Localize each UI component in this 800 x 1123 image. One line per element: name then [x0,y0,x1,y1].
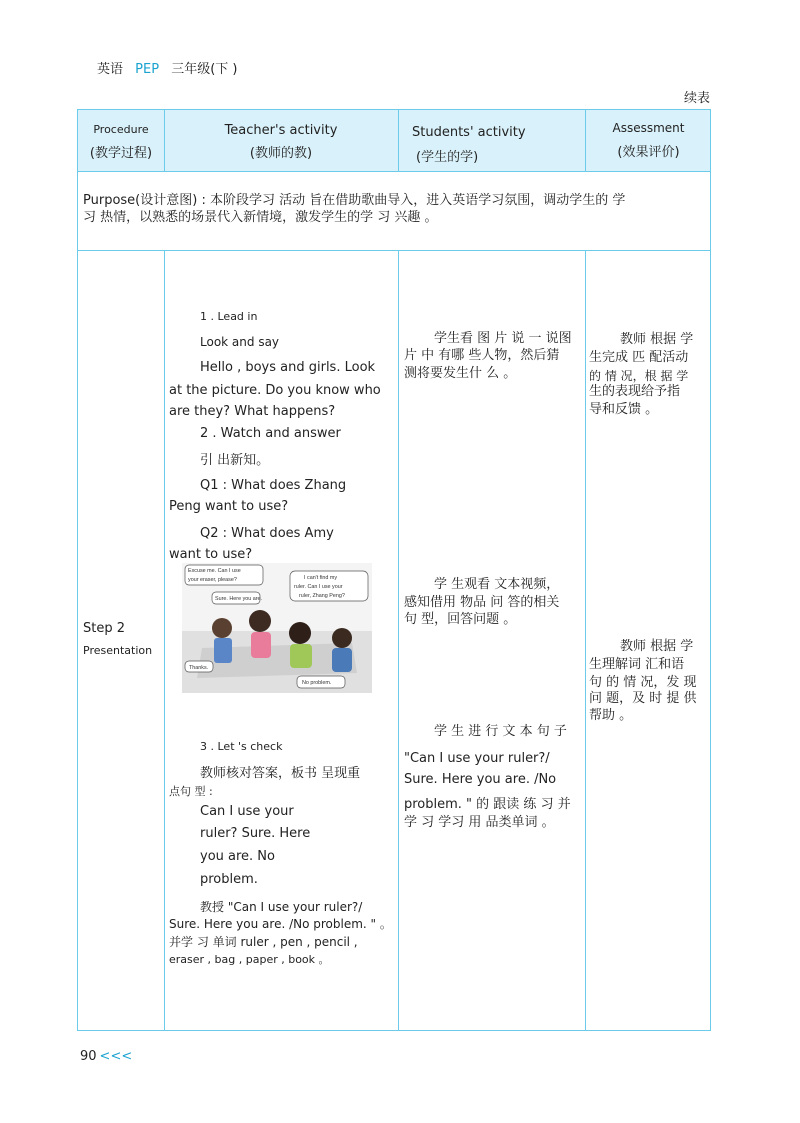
svg-text:No problem.: No problem. [302,680,332,686]
page-footer [80,1049,132,1064]
watch-heading: 2 . Watch and answer [200,426,341,441]
students-2-line-3: 句 型，回答问题 。 [404,612,517,627]
purpose-line-1: Purpose(设计意图) : 本阶段学习 活动 旨在借助歌曲导入，进入英语学习氛围，调动学生的 学 [83,193,626,208]
can-line-2: ruler? Sure. Here [200,826,311,841]
assessment-2-line-3: 句 的 情 况，发 现 [589,675,697,690]
header-teacher: Teacher's activity (教师的教) [224,123,338,161]
teach-line-3: 并学 习 单词 ruler , pen , pencil , [169,935,358,949]
assessment-1-line-2: 生完成 匹 配活动 [589,350,689,365]
svg-text:ruler. Can I use your: ruler. Can I use your [294,584,343,590]
assessment-1-line-1: 教师 根据 学 [620,332,694,347]
header-students: Students' activity (学生的学) [412,125,526,165]
svg-text:Excuse me. Can I use: Excuse me. Can I use [188,568,241,574]
purpose-line-2: 习 热情，以熟悉的场景代入新情境，激发学生的学 习 兴趣 。 [83,210,438,225]
grade-label: 三年级(下 ) [171,62,238,77]
look-say-text: Look and say [200,335,280,349]
hello-line-2: at the picture. Do you know who [169,383,381,398]
students-3-line-3: Sure. Here you are. /No [404,772,557,787]
q2-line-1: Q2 : What does Amy [200,526,334,541]
lead-in-heading: 1 . Lead in [200,310,258,323]
students-2-line-1: 学 生观看 文本视频， [434,577,560,592]
students-3-line-1: 学 生 进 行 文 本 句 子 [434,724,567,739]
students-1-line-3: 测将要发生什 么 。 [404,366,517,381]
page-arrows: <<< [99,1049,133,1064]
table-header-row [78,110,710,172]
teach-line-2: Sure. Here you are. /No problem. " 。 [169,917,392,931]
edition-label: PEP [135,62,160,77]
can-line-4: problem. [200,872,258,887]
assessment-1-line-3: 的 情 况，根 据 学 [589,369,689,383]
assessment-1-line-5: 导和反馈 。 [589,402,659,417]
page-number: 90 [80,1049,97,1064]
check-line-1: 教师核对答案，板书 呈现重 [200,766,361,781]
can-line-1: Can I use your [200,804,294,819]
step-stage: Presentation [83,644,153,657]
teach-line-4: eraser , bag , paper , book 。 [169,953,330,966]
intro-text: 引 出新知。 [200,453,270,468]
assessment-2-line-1: 教师 根据 学 [620,639,694,654]
assessment-1-line-4: 生的表现给予指 [589,384,681,399]
lets-check-heading: 3 . Let 's check [200,740,283,753]
students-2-line-2: 感知借用 物品 问 答的相关 [404,595,560,610]
students-3-line-2: "Can I use your ruler?/ [404,751,550,766]
q1-line-2: Peng want to use? [169,499,289,514]
students-1-line-2: 片 中 有哪 些人物，然后猜 [404,348,560,363]
students-3-line-5: 学 习 学习 用 品类单词 。 [404,815,555,830]
header-procedure: Procedure (教学过程) [89,123,153,161]
svg-text:I can't find my: I can't find my [304,575,338,581]
lesson-table [77,109,711,1031]
svg-text:Thanks.: Thanks. [189,665,209,671]
step-name: Step 2 [83,621,126,636]
purpose-row [78,172,710,251]
hello-line-1: Hello , boys and girls. Look [200,360,376,375]
students-1-line-1: 学生看 图 片 说 一 说图 [434,331,572,346]
students-3-line-4: problem. " 的 跟读 练 习 并 [404,797,571,812]
header-assessment: Assessment (效果评价) [612,121,685,160]
q2-line-2: want to use? [169,547,253,562]
assessment-2-line-5: 帮助 。 [589,708,633,723]
hello-line-3: are they? What happens? [169,404,336,419]
svg-text:your eraser, please?: your eraser, please? [188,577,237,583]
assessment-2-line-2: 生理解词 汇和语 [589,657,685,672]
continued-label: 续表 [683,91,710,106]
svg-text:Sure. Here you are.: Sure. Here you are. [215,596,263,602]
q1-line-1: Q1 : What does Zhang [200,478,347,493]
page-header [97,58,237,77]
check-line-2: 点句 型 : [169,785,213,798]
classroom-illustration [182,563,372,693]
svg-text:ruler, Zhang Peng?: ruler, Zhang Peng? [299,593,345,599]
assessment-2-line-4: 问 题，及 时 提 供 [589,691,697,706]
teach-line-1: 教授 "Can I use your ruler?/ [200,900,363,914]
subject-label: 英语 [97,62,124,77]
can-line-3: you are. No [200,849,275,864]
